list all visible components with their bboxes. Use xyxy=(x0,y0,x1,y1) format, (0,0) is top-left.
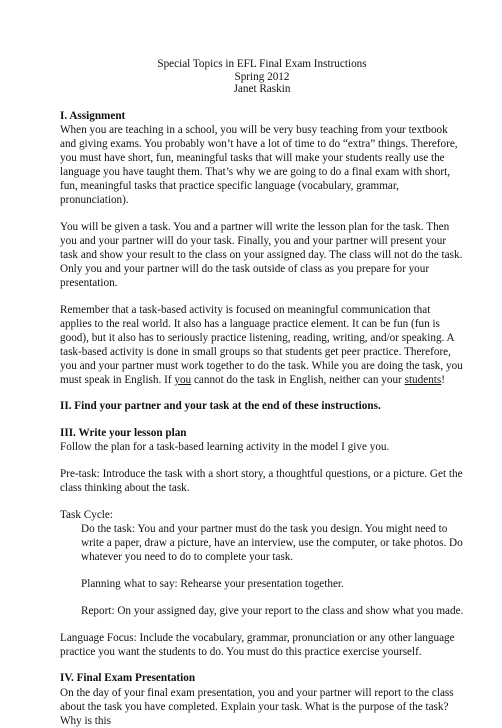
pre-task: Pre-task: Introduce the task with a short story, a thoughtful questions, or a picture. Get the class thinking about the task. xyxy=(60,468,463,495)
assignment-paragraph-3-end: ! xyxy=(441,374,445,387)
final-exam-paragraph-1: On the day of your final exam presentation, you and your partner will report to the class about the task you have completed. Explain your task. What is the purpose of the task? Why is this xyxy=(60,686,454,727)
assignment-paragraph-1: When you are teaching in a school, you will be very busy teaching from your textbook and giving exams. You probably won’t have a lot of time to do “extra” things. Therefore, you must have short, fun, meaningful tasks that will make your students really use the language you have taught them. That’s why we are going to do a final exam with short, fun, meaningful tasks that practice specific language (vocabulary, grammar, pronunciation). xyxy=(60,124,458,207)
author: Janet Raskin xyxy=(233,83,291,96)
section-final-exam-presentation xyxy=(60,672,464,728)
underlined-students: students xyxy=(404,374,442,387)
section-lesson-plan xyxy=(60,427,464,660)
section-heading-assignment: I. Assignment xyxy=(60,109,126,122)
section-assignment xyxy=(60,110,464,388)
section-heading-lesson-plan: III. Write your lesson plan xyxy=(60,426,187,439)
language-focus: Language Focus: Include the vocabulary, grammar, pronunciation or any other language practice you want the students to do. You must do this practice exercise yourself. xyxy=(60,632,455,659)
underlined-you: you xyxy=(174,374,192,387)
assignment-paragraph-3 xyxy=(60,303,464,387)
assignment-paragraph-2: You will be given a task. You and a partner will write the lesson plan for the task. Then you and your partner will do your task. Finally, you and your partner will present your task and show your result to the class on your assigned day. The class will not do the task. Only you and your partner will do the task outside of class as you prepare for your presentation. xyxy=(60,221,463,290)
task-cycle-do: Do the task: You and your partner must do the task you design. You might need to write a paper, draw a picture, have an interview, use the computer, or take photos. Do whatever you need to do to complete your task. xyxy=(81,523,463,564)
course-title: Special Topics in EFL Final Exam Instructions xyxy=(157,58,367,70)
task-cycle-report: Report: On your assigned day, give your report to the class and show what you made. xyxy=(81,605,464,618)
task-cycle-label: Task Cycle: xyxy=(60,509,113,522)
document-header xyxy=(60,58,464,96)
assignment-paragraph-3-text-b: cannot do the task in English, neither can your xyxy=(191,374,405,387)
term: Spring 2012 xyxy=(234,70,290,83)
section-heading-final-exam: IV. Final Exam Presentation xyxy=(60,672,196,685)
task-cycle-list xyxy=(60,522,464,618)
section-find-partner xyxy=(60,400,464,414)
assignment-paragraph-3-text-a: Remember that a task-based activity is focused on meaningful communication that applies to the real world. It also has a language practice element. It can be fun (fun is good), but it also has to seriously practice listening, reading, writing, and/or speaking. A task-based activity is done in small groups so that students get peer practice. Therefore, you and your partner must work together to do the task. While you are doing the task, you must speak in English. If xyxy=(60,304,463,387)
task-cycle-planning: Planning what to say: Rehearse your presentation together. xyxy=(81,578,344,591)
section-heading-find-partner: II. Find your partner and your task at the end of these instructions. xyxy=(60,400,381,413)
lesson-plan-intro: Follow the plan for a task-based learning activity in the model I give you. xyxy=(60,441,390,454)
